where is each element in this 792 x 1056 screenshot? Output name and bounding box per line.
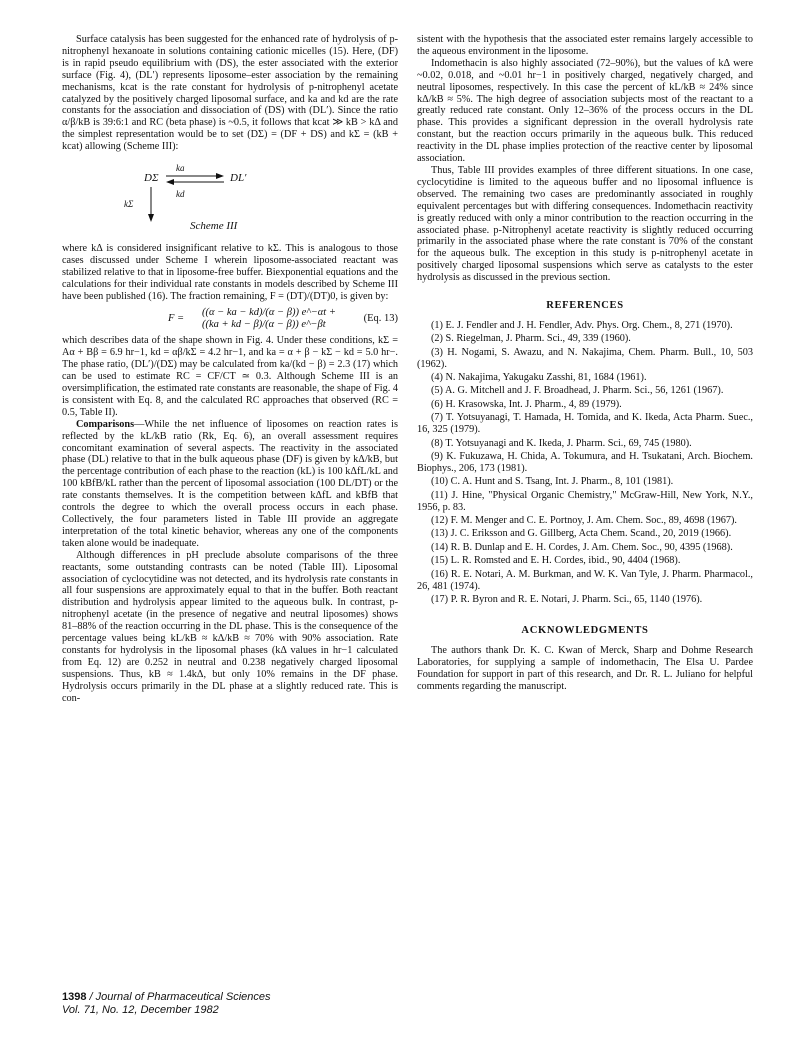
equilibrium-arrows [164,171,226,187]
reference-item: (7) T. Yotsuyanagi, T. Hamada, H. Tomida, and K. Ikeda, Acta Pharm. Suec., 16, 325 (1979). [417,412,753,436]
ka-label: ka [176,163,185,174]
kd-label: kd [176,189,185,200]
body-paragraph: which describes data of the shape shown in Fig. 4. Under these conditions, kΣ = Aα + Bβ = 6.9 hr−1, kd = αβ/kΣ = 4.2 hr−1, and ka = α + β − kΣ − kd = 5.0 hr−. The phase ratio, (DL′)/(DΣ) may be calculated from ka/(kd − β) = 2.3 (17) which can be used to estimate RC = CF/CT ≃ 0.3. Although Scheme III is an oversimplification, the estimated rate constants are reasonable, the shape of Fig. 4 is consistent with Eq. 8, and the calculated RC approaches that observed (RC = 0.5, Table II). [62,335,398,418]
equation-body: ((α − ka − kd)/(α − β)) e^−αt + ((ka + kd − β)/(α − β)) e^−βt [202,306,336,330]
d-sigma-label: DΣ [144,172,159,185]
reference-item: (16) R. E. Notari, A. M. Burkman, and W. K. Van Tyle, J. Pharm. Pharmacol., 26, 481 (1974). [417,568,753,592]
footer-line-1 [62,991,271,1004]
page-footer [62,991,271,1016]
footer-volume: Vol. 71, No. 12, December 1982 [62,1003,219,1016]
dl-prime-label: DL′ [230,172,247,185]
reference-item: (1) E. J. Fendler and J. H. Fendler, Adv. Phys. Org. Chem., 8, 271 (1970). [431,319,733,331]
body-paragraph: Thus, Table III provides examples of three different situations. In one case, cyclocytidine is limited to the aqueous buffer and no liposomal influence is observed. The remaining two cases are predominantly associated in roughly equivalent percentages but with differing consequences. Indomethacin reactivity is greatly reduced with only a minor contribution to the reaction occurring in the associated phase. p-Nitrophenyl acetate reactivity is slightly reduced occurring primarily in the associated phase where the rate constant is 70% of the constant for the aqueous bulk. The exception in this study is p-nitrophenyl acetate in positively charged liposomal suspensions which serve as catalysts to the ester hydrolysis as discussed in the previous section. [417,164,753,284]
reference-item: (11) J. Hine, "Physical Organic Chemistry," McGraw-Hill, New York, N.Y., 1956, p. 83. [417,489,753,513]
k-sigma-label: kΣ [124,199,134,210]
journal-name: / Journal of Pharmaceutical Sciences [89,991,271,1003]
body-paragraph: where kΔ is considered insignificant relative to kΣ. This is analogous to those cases discussed under Scheme I wherein liposome-associated reactant was stabilized relative to that in liposome-free buffer. Biexponential equations and the calculations for their individual rate constants in models described by Scheme III have been published (16). The fraction remaining, F = (DT)/(DT)0, is given by: [62,243,398,302]
comparisons-text: —While the net influence of liposomes on reaction rates is reflected by the kL/kB ratio (Rk, Eq. 6), an overall assessment requires concomitant examination of several aspects. The reactivity in the associated phase (DL) relative to that in the bulk aqueous phase (DF) is given by kΔ/kB, but the percentage contribution of each phase to the reaction (kL) is 100 kΔfL/kL and 100 kBfB/kL rather than the percent of liposomal association (100 DL/DT) or the rate constants themselves. It is the competition between kΔfL and kBfB that controls the degree to which the overall process occurs in each phase. Collectively, the four parameters listed in Table III provide an aggregate interpretation of the total kinetic behavior, whereas any one of the components taken alone would be inadequate. [62,418,398,549]
reference-item: (5) A. G. Mitchell and J. F. Broadhead, J. Pharm. Sci., 56, 1261 (1967). [431,385,724,397]
reference-item: (9) K. Fukuzawa, H. Chida, A. Tokumura, and H. Tsukatani, Arch. Biochem. Biophys., 206, 173 (1981). [417,451,753,474]
body-paragraph: sistent with the hypothesis that the associated ester remains largely accessible to the aqueous environment in the liposome. [417,34,753,57]
body-paragraph: Although differences in pH preclude absolute comparisons of the three reactants, some outstanding contrasts can be noted (Table III). Liposomal association of cyclocytidine was not detected, and its hydrolysis rate constants in all four suspensions are approximately equal to that in the buffer. Both reactant distribution and hydrolysis appear limited to the aqueous bulk. In contrast, p-nitrophenyl acetate (in the presence of negative and neutral liposomes) shows 81–88% of the reaction occurring in the DL phase. This is the consequence of the percentage values being kL/kB ≈ kΔ/kB ≈ 70% with 90% association. Rate constants for hydrolysis in the liposomal phases (kΔ values in hr−1 calculated from Eq. 12) are 0.252 in neutral and 0.238 negatively charged liposomal suspensions. Thus, kB ≈ 1.4kΔ, but only 10% remains in the DF phase. Hydrolysis occurs primarily in the DL phase at a slightly reduced rate. This is con- [62,549,398,704]
references-heading: REFERENCES [546,300,624,312]
reference-item: (12) F. M. Menger and C. E. Portnoy, J. Am. Chem. Soc., 89, 4698 (1967). [431,515,737,527]
down-arrow [146,187,156,223]
comparisons-run-in-heading: Comparisons [76,418,135,430]
reference-item: (10) C. A. Hunt and S. Tsang, Int. J. Pharm., 8, 101 (1981). [431,476,674,488]
reference-item: (3) H. Nogami, S. Awazu, and N. Nakajima, Chem. Pharm. Bull., 10, 503 (1962). [417,346,753,370]
equation-13 [62,307,398,331]
reference-item: (13) J. C. Eriksson and G. Gillberg, Acta Chem. Scand., 20, 2019 (1966). [431,528,732,540]
reference-item: (14) R. B. Dunlap and E. H. Cordes, J. Am. Chem. Soc., 90, 4395 (1968). [431,541,733,553]
acknowledgments-text: The authors thank Dr. K. C. Kwan of Merck, Sharp and Dohme Research Laboratories, for supplying a sample of indomethacin, The Elsa U. Pardee Foundation for support in part of this research, and Dr. R. L. Juliano for helpful comments regarding the manuscript. [417,645,753,692]
acknowledgments-heading: ACKNOWLEDGMENTS [521,625,649,637]
reference-item: (4) N. Nakajima, Yakugaku Zasshi, 81, 1684 (1961). [431,372,647,384]
body-paragraph: Indomethacin is also highly associated (72–90%), but the values of kΔ were ~0.02, 0.018, and ~0.01 hr−1 in positively charged, negatively charged, and neutral liposomes, respectively. In this case the percent of kL/kB ≈ 24% since kΔ/kB ≈ 5%. The high degree of association subjects most of the reactant to a greatly reduced rate constant. Only 12–36% of the process occurs in the DL phase. This provides a significant depression in the overall hydrolysis rate constant, but the reaction occurs primarily in the aqueous bulk. This reduced reactivity in the DL phase implies protection of the reactive center by liposomal association. [417,57,753,165]
equation-lhs: F = [168,312,185,324]
equation-number: (Eq. 13) [363,312,398,324]
scheme-caption: Scheme III [190,220,238,233]
comparisons-paragraph [62,419,398,550]
left-column [62,34,398,705]
page-number: 1398 [62,991,87,1003]
reference-item: (8) T. Yotsuyanagi and K. Ikeda, J. Pharm. Sci., 69, 745 (1980). [431,437,692,449]
reference-item: (2) S. Riegelman, J. Pharm. Sci., 49, 339 (1960). [431,333,631,345]
scheme-iii-diagram [62,159,398,239]
body-paragraph: Surface catalysis has been suggested for the enhanced rate of hydrolysis of p-nitrophenyl hexanoate in solutions containing cationic micelles (15). Here, (DF) is in rapid pseudo equilibrium with (DS), the ester associated with the exterior surface (Fig. 4), (DL′) represents liposome–ester association by the remaining mechanisms, kcat is the rate constant for hydrolysis of p-nitrophenyl acetate catalyzed by the positively charged liposomal surface, and ka and kd are the rate constants for the association and dissociation of (DS) with (DL′). Since the ratio α/β/kB is 39:6:1 and RC (beta phase) is ~0.5, it follows that kcat ≫ kB > kΔ and the simplest representation would be to set (DΣ) = (DF + DS) and kΣ = (kB + kcat) allowing (Scheme III): [62,34,398,153]
references-list [417,320,753,606]
reference-item: (17) P. R. Byron and R. E. Notari, J. Pharm. Sci., 65, 1140 (1976). [431,593,703,605]
reference-item: (6) H. Krasowska, Int. J. Pharm., 4, 89 (1979). [431,398,622,410]
right-column [417,34,753,693]
reference-item: (15) L. R. Romsted and E. H. Cordes, ibid., 90, 4404 (1968). [431,555,681,567]
